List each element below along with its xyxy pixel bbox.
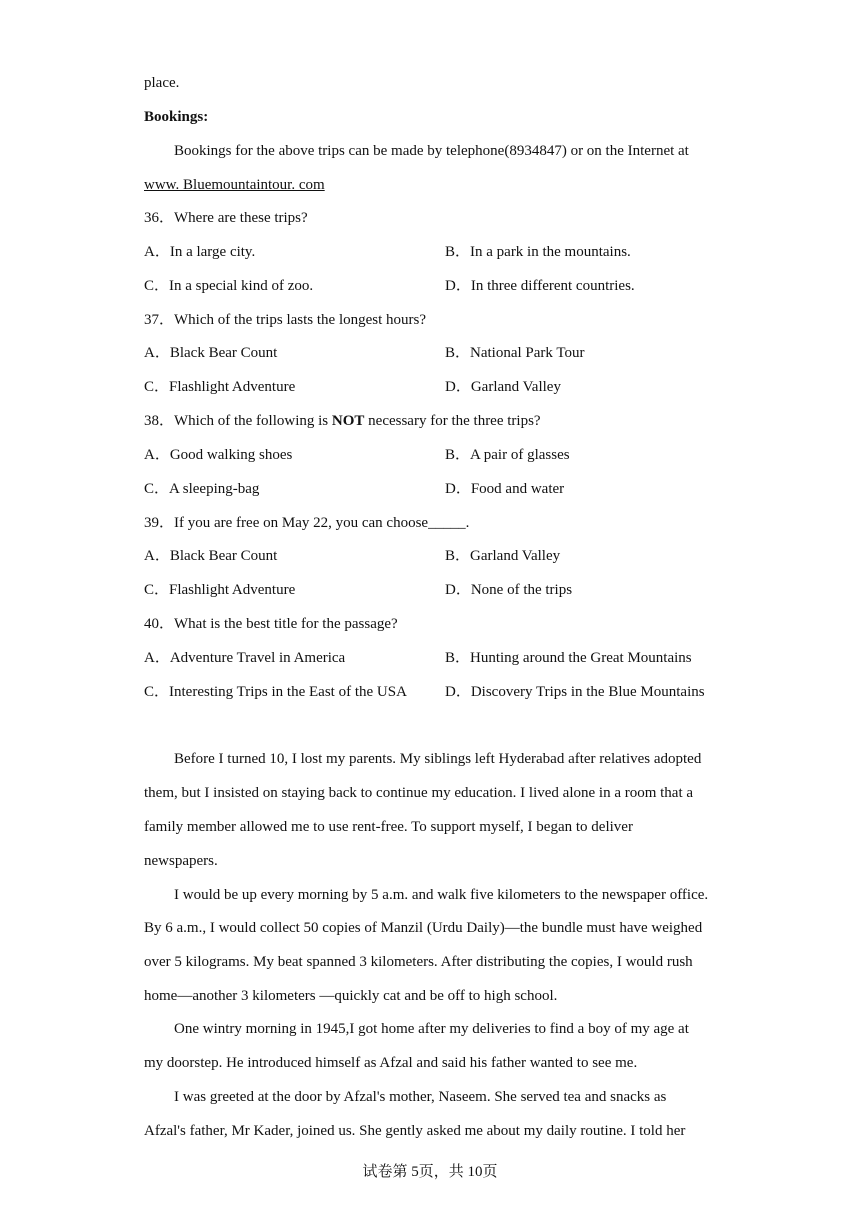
passage-line: newspapers.: [144, 853, 218, 869]
question-38-option-a: A．Good walking shoes: [144, 447, 293, 463]
passage-line: Afzal's father, Mr Kader, joined us. She gently asked me about my daily routine. I told her: [144, 1123, 686, 1139]
question-36-option-c: C．In a special kind of zoo.: [144, 278, 314, 294]
question-39-option-b: B．Garland Valley: [445, 548, 561, 564]
question-39-option-d: D．None of the trips: [445, 582, 573, 598]
question-38-option-d: D．Food and water: [445, 481, 565, 497]
bookings-text: Bookings for the above trips can be made by telephone(8934847) or on the Internet at: [174, 143, 689, 159]
question-38-stem-end: necessary for the three trips?: [364, 413, 541, 429]
question-39-option-c: C．Flashlight Adventure: [144, 582, 296, 598]
passage-line: I would be up every morning by 5 a.m. and walk five kilometers to the newspaper office.: [174, 887, 709, 903]
question-38-stem-start: 38．Which of the following is: [144, 413, 332, 429]
passage-line: them, but I insisted on staying back to continue my education. I lived alone in a room that a: [144, 785, 694, 801]
passage-line: family member allowed me to use rent-free. To support myself, I began to deliver: [144, 819, 633, 835]
passage-line: home—another 3 kilometers —quickly cat and be off to high school.: [144, 988, 558, 1004]
question-38-stem: [144, 411, 541, 431]
question-37-option-c: C．Flashlight Adventure: [144, 379, 296, 395]
question-37-option-d: D．Garland Valley: [445, 379, 561, 395]
question-40-option-c: C．Interesting Trips in the East of the USA: [144, 684, 407, 700]
bookings-heading: Bookings:: [144, 109, 209, 125]
passage-line: I was greeted at the door by Afzal's mother, Naseem. She served tea and snacks as: [174, 1089, 667, 1105]
question-37-option-b: B．National Park Tour: [445, 345, 585, 361]
question-40-option-a: A．Adventure Travel in America: [144, 650, 346, 666]
question-37-stem: 37．Which of the trips lasts the longest hours?: [144, 312, 427, 328]
question-36-stem: 36．Where are these trips?: [144, 210, 308, 226]
question-37-option-a: A．Black Bear Count: [144, 345, 278, 361]
passage-line: Before I turned 10, I lost my parents. My siblings left Hyderabad after relatives adopted: [174, 751, 702, 767]
passage-line: over 5 kilograms. My beat spanned 3 kilometers. After distributing the copies, I would rush: [144, 954, 693, 970]
question-38-option-b: B．A pair of glasses: [445, 447, 570, 463]
question-39-stem: 39．If you are free on May 22, you can choose_____.: [144, 515, 470, 531]
passage-line: One wintry morning in 1945,I got home after my deliveries to find a boy of my age at: [174, 1021, 689, 1037]
passage-fragment: place.: [144, 75, 180, 91]
question-36-option-d: D．In three different countries.: [445, 278, 635, 294]
question-36-option-b: B．In a park in the mountains.: [445, 244, 631, 260]
passage-line: my doorstep. He introduced himself as Afzal and said his father wanted to see me.: [144, 1055, 638, 1071]
question-39-option-a: A．Black Bear Count: [144, 548, 278, 564]
question-40-option-b: B．Hunting around the Great Mountains: [445, 650, 692, 666]
question-40-stem: 40．What is the best title for the passage?: [144, 616, 398, 632]
question-38-option-c: C．A sleeping-bag: [144, 481, 260, 497]
question-40-option-d: D．Discovery Trips in the Blue Mountains: [445, 684, 705, 700]
question-38-stem-emphasis: NOT: [331, 413, 365, 429]
passage-line: By 6 a.m., I would collect 50 copies of Manzil (Urdu Daily)—the bundle must have weighed: [144, 920, 703, 936]
bookings-url-link[interactable]: www. Bluemountaintour. com: [144, 177, 325, 193]
question-36-option-a: A．In a large city.: [144, 244, 256, 260]
page-number-footer: 试卷第 5页，共 10页: [362, 1164, 498, 1180]
